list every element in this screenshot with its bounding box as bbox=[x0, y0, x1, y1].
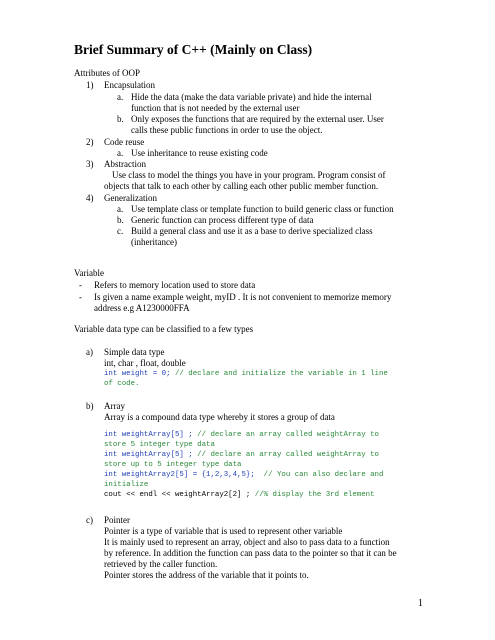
paragraph-text: Use class to model the things you have in your program. Program consist of bbox=[112, 170, 386, 180]
oop-item-marker: 3) bbox=[86, 159, 94, 169]
type-marker: a) bbox=[86, 347, 93, 357]
paragraph-text: Pointer is a type of variable that is used to represent other variable bbox=[104, 526, 343, 536]
type-desc: Array is a compound data type whereby it stores a group of data bbox=[104, 412, 335, 422]
code-line bbox=[104, 470, 383, 480]
sub-item-text: Generic function can process different type of data bbox=[131, 215, 314, 225]
types-intro: Variable data type can be classified to a few types bbox=[74, 324, 254, 334]
paragraph-text: objects that talk to each other by calling each other public member function. bbox=[104, 181, 379, 191]
type-title-array: Array bbox=[104, 401, 125, 411]
sub-item-text: Only exposes the functions that are required by the external user. User bbox=[131, 114, 384, 124]
code-text: int weightArray2[5] = {1,2,3,4,5}; bbox=[104, 471, 255, 479]
sub-item-marker: b. bbox=[117, 215, 124, 225]
sub-item-text: function that is not needed by the external user bbox=[131, 103, 300, 113]
code-line bbox=[104, 430, 379, 440]
code-text: cout << endl << weightArray2[2] ; bbox=[104, 491, 251, 499]
code-comment: //% display the 3rd element bbox=[254, 491, 375, 499]
bullet-text: Refers to memory location used to store data bbox=[94, 280, 256, 290]
oop-item-marker: 4) bbox=[86, 193, 94, 203]
sub-item-marker: a. bbox=[117, 92, 124, 102]
variable-heading: Variable bbox=[74, 268, 104, 278]
code-line bbox=[104, 450, 379, 460]
code-line bbox=[104, 490, 375, 500]
paragraph-text: It is mainly used to represent an array, object and also to pass data to a function bbox=[104, 537, 390, 547]
oop-item-abstraction: Abstraction bbox=[104, 159, 146, 169]
page-title: Brief Summary of C++ (Mainly on Class) bbox=[74, 42, 313, 57]
code-comment: // You can also declare and bbox=[263, 471, 384, 479]
code-comment: initialize bbox=[104, 481, 149, 489]
type-title-pointer: Pointer bbox=[104, 515, 130, 525]
code-comment: // declare an array called weightArray to bbox=[197, 451, 379, 459]
oop-item-code-reuse: Code reuse bbox=[104, 137, 145, 147]
sub-item-text: Hide the data (make the data variable private) and hide the internal bbox=[131, 92, 372, 102]
code-comment: store 5 integer type data bbox=[104, 441, 215, 449]
oop-item-marker: 1) bbox=[86, 80, 94, 90]
sub-item-marker: a. bbox=[117, 148, 124, 158]
sub-item-text: Build a general class and use it as a base to derive specialized class bbox=[131, 226, 373, 236]
code-line bbox=[104, 369, 388, 379]
paragraph-text: by reference. In addition the function can pass data to the pointer so that it can be bbox=[104, 548, 397, 558]
code-text: int weightArray[5] ; bbox=[104, 431, 193, 439]
oop-heading: Attributes of OOP bbox=[74, 68, 140, 78]
bullet-text: Is given a name example weight, myID . It is not convenient to memorize memory bbox=[94, 292, 392, 302]
code-text: int weight = 0; bbox=[104, 370, 171, 378]
bullet-dash: - bbox=[79, 292, 82, 302]
type-marker: c) bbox=[86, 515, 93, 525]
sub-item-marker: c. bbox=[117, 226, 124, 236]
code-comment: of code. bbox=[104, 380, 140, 388]
type-desc: int, char , float, double bbox=[104, 358, 186, 368]
sub-item-text: (inheritance) bbox=[131, 237, 177, 247]
sub-item-text: Use template class or template function to build generic class or function bbox=[131, 204, 394, 214]
page-number: 1 bbox=[418, 598, 423, 609]
paragraph-text: retrieved by the caller function. bbox=[104, 559, 218, 569]
bullet-dash: - bbox=[79, 280, 82, 290]
type-marker: b) bbox=[86, 401, 94, 411]
code-comment: store up to 5 integer type data bbox=[104, 461, 242, 469]
bullet-text: address e.g A1230000FFA bbox=[94, 303, 190, 313]
code-text: int weightArray[5] ; bbox=[104, 451, 193, 459]
sub-item-marker: a. bbox=[117, 204, 124, 214]
oop-item-encapsulation: Encapsulation bbox=[104, 80, 155, 90]
sub-item-text: Use inheritance to reuse existing code bbox=[131, 148, 268, 158]
oop-item-generalization: Generalization bbox=[104, 193, 157, 203]
sub-item-text: calls these public functions in order to use the object. bbox=[131, 125, 323, 135]
type-title-simple: Simple data type bbox=[104, 347, 165, 357]
code-comment: // declare and initialize the variable in 1 line bbox=[174, 370, 388, 378]
oop-item-marker: 2) bbox=[86, 137, 94, 147]
code-comment: // declare an array called weightArray to bbox=[197, 431, 379, 439]
paragraph-text: Pointer stores the address of the variable that it points to. bbox=[104, 570, 309, 580]
sub-item-marker: b. bbox=[117, 114, 124, 124]
